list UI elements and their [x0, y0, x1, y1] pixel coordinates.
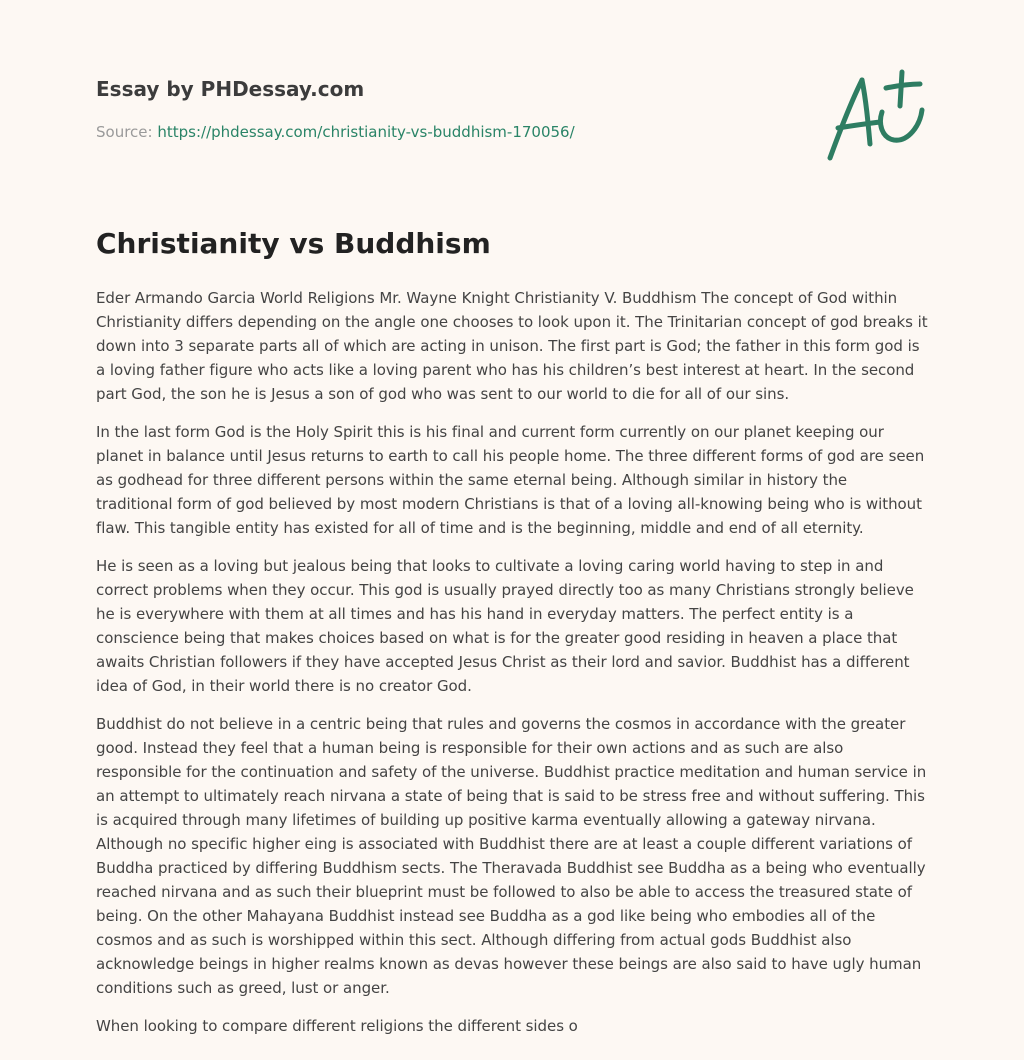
source-link[interactable]: https://phdessay.com/christianity-vs-buddhism-170056/ — [157, 123, 575, 141]
essay-paragraph: When looking to compare different religions the different sides o — [96, 1017, 578, 1035]
source-line — [96, 122, 796, 142]
essay-title: Christianity vs Buddhism — [96, 227, 491, 260]
essay-paragraph: In the last form God is the Holy Spirit this is his final and current form currently on our planet keeping our planet in balance until Jesus returns to earth to call his people home. The three different forms of god are seen as godhead for three different persons within the same eternal being. Although similar in history the traditional form of god believed by most modern Christians is that of a loving all-knowing being who is without flaw. This tangible entity has existed for all of time and is the beginning, middle and end of all eternity. — [96, 423, 925, 537]
essay-header — [96, 74, 796, 142]
essay-paragraph: He is seen as a loving but jealous being that looks to cultivate a loving caring world having to step in and correct problems when they occur. This god is usually prayed directly too as many Christians strongly believe he is everywhere with them at all times and has his hand in everyday matters. The perfect entity is a conscience being that makes choices based on what is for the greater good residing in heaven a place that awaits Christian followers if they have accepted Jesus Christ as their lord and savior. Buddhist has a different idea of God, in their world there is no creator God. — [96, 557, 914, 695]
essay-paragraph: Eder Armando Garcia World Religions Mr. Wayne Knight Christianity V. Buddhism The concept of God within Christianity differs depending on the angle one chooses to look upon it. The Trinitarian concept of god breaks it down into 3 separate parts all of which are acting in unison. The first part is God; the father in this form god is a loving father figure who acts like a loving parent who has his children’s best interest at heart. In the second part God, the son he is Jesus a son of god who was sent to our world to die for all of our sins. — [96, 289, 928, 403]
essay-body — [96, 286, 928, 1052]
brand-name: Essay by PHDessay.com — [96, 77, 365, 101]
essay-paragraph: Buddhist do not believe in a centric being that rules and governs the cosmos in accordance with the greater good. Instead they feel that a human being is responsible for their own actions and as such are also responsible for the continuation and safety of the universe. Buddhist practice meditation and human service in an attempt to ultimately reach nirvana a state of being that is said to be stress free and without suffering. This is acquired through many lifetimes of building up positive karma eventually allowing a gateway nirvana. Although no specific higher eing is associated with Buddhist there are at least a couple different variations of Buddha practiced by differing Buddhism sects. The Theravada Buddhist see Buddha as a being who eventually reached nirvana and as such their blueprint must be followed to also be able to access the treasured state of being. On the other Mahayana Buddhist instead see Buddha as a god like being who embodies all of the cosmos and as such is worshipped within this sect. Although differing from actual gods Buddhist also acknowledge beings in higher realms known as devas however these beings are also said to have ugly human conditions such as greed, lust or anger. — [96, 715, 927, 997]
source-label: Source: — [96, 123, 153, 141]
a-plus-grade-icon — [820, 66, 932, 166]
